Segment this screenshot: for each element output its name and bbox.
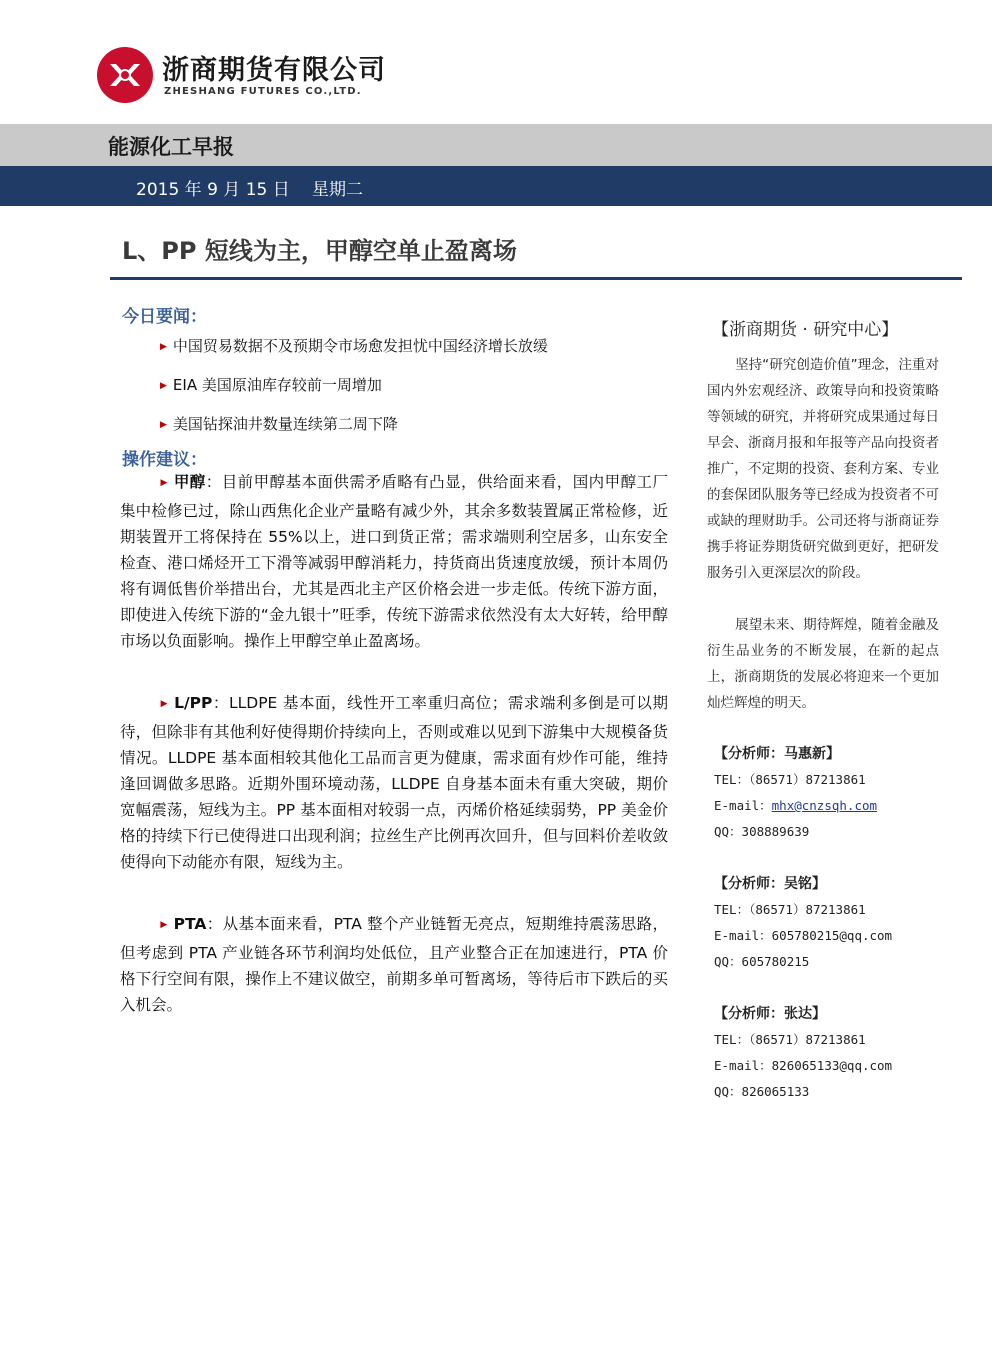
report-date: 2015 年 9 月 15 日 bbox=[136, 180, 290, 200]
analyst-tel: TEL：（86571）87213861 bbox=[714, 772, 866, 787]
analyst-card bbox=[714, 741, 877, 845]
pta-label: PTA bbox=[173, 915, 207, 933]
analyst-tel: TEL：（86571）87213861 bbox=[714, 902, 866, 917]
analyst-email[interactable]: 826065133@qq.com bbox=[771, 1058, 893, 1073]
title-divider bbox=[110, 277, 962, 280]
methanol-label: 甲醇 bbox=[173, 473, 206, 491]
pta-text: ：从基本面来看，PTA 整个产业链暂无亮点，短期维持震荡思路，但考虑到 PTA 产业链各环节利润均处低位，且产业整合正在加速进行，PTA 价格下行空间有限，操作上不建议做空，前期多单可暂离场，等待后市下跌后的买入机会。 bbox=[120, 915, 668, 1014]
analyst-name: 【分析师：吴铭】 bbox=[714, 876, 826, 892]
pta-paragraph bbox=[120, 911, 668, 1018]
bullet-icon: ▶ bbox=[160, 478, 168, 488]
news-item: ▶ 中国贸易数据不及预期令市场愈发担忧中国经济增长放缓 bbox=[160, 337, 548, 355]
advice-heading: 操作建议： bbox=[122, 450, 207, 470]
lpp-paragraph bbox=[120, 690, 668, 875]
analyst-tel: TEL：（86571）87213861 bbox=[714, 1032, 866, 1047]
bullet-icon: ▶ bbox=[160, 920, 168, 930]
report-title: L、PP 短线为主，甲醇空单止盈离场 bbox=[122, 237, 517, 265]
bullet-icon: ▶ bbox=[160, 342, 167, 352]
bullet-icon: ▶ bbox=[160, 381, 167, 391]
analyst-qq: QQ：826065133 bbox=[714, 1084, 810, 1099]
analyst-name: 【分析师：张达】 bbox=[714, 1006, 826, 1022]
analyst-email-label: E-mail： bbox=[714, 1058, 772, 1073]
news-item: ▶ 美国钻探油井数量连续第二周下降 bbox=[160, 415, 398, 433]
report-weekday: 星期二 bbox=[312, 180, 363, 200]
analyst-email-label: E-mail： bbox=[714, 928, 772, 943]
analyst-qq: QQ：605780215 bbox=[714, 954, 810, 969]
lpp-text: ：LLDPE 基本面，线性开工率重归高位；需求端利多倒是可以期待，但除非有其他利好使得期价持续向上，否则或难以见到下游集中大规模备货情况。LLDPE 基本面相较其他化工品而言更为健康，需求面有炒作可能，维持逢回调做多思路。近期外围环境动荡，LLDPE 自身基本面未有重大突破，期价宽幅震荡，短线为主。PP 基本面相对较弱一点，丙烯价格延续弱势，PP 美金价格的持续下行已使得进口出现利润；拉丝生产比例再次回升，但与回料价差收敛使得向下动能亦有限，短线为主。 bbox=[120, 694, 669, 871]
analyst-qq: QQ：308889639 bbox=[714, 824, 810, 839]
analyst-card bbox=[714, 871, 892, 975]
research-center-heading: 【浙商期货 · 研究中心】 bbox=[712, 320, 899, 340]
report-type-bar bbox=[0, 124, 992, 166]
analyst-email-link[interactable]: mhx@cnzsqh.com bbox=[771, 798, 878, 813]
bullet-icon: ▶ bbox=[160, 420, 167, 430]
news-item: ▶ EIA 美国原油库存较前一周增加 bbox=[160, 376, 382, 394]
news-heading: 今日要闻： bbox=[122, 307, 207, 327]
lpp-label: L/PP bbox=[174, 694, 213, 712]
company-name-cn: 浙商期货有限公司 bbox=[162, 55, 386, 86]
methanol-paragraph bbox=[120, 469, 668, 654]
analyst-email[interactable]: 605780215@qq.com bbox=[771, 928, 893, 943]
company-logo-icon bbox=[96, 46, 154, 104]
analyst-name: 【分析师：马惠新】 bbox=[714, 746, 840, 762]
bullet-icon: ▶ bbox=[160, 699, 169, 709]
analyst-card bbox=[714, 1001, 892, 1105]
methanol-text: ：目前甲醇基本面供需矛盾略有凸显，供给面来看，国内甲醇工厂集中检修已过，除山西焦化企业产量略有减少外，其余多数装置属正常检修，近期装置开工将保持在 55%以上，进口到货正常；需求端则利空居多，山东安全检查、港口烯烃开工下滑等减弱甲醇消耗力，持货商出货速度放缓，预计本周仍将有调低售价举措出台，尤其是西北主产区价格会进一步走低。传统下游方面，即使进入传统下游的“金九银十”旺季，传统下游需求依然没有太大好转，给甲醇市场以负面影响。操作上甲醇空单止盈离场。 bbox=[120, 473, 668, 650]
analyst-email-label: E-mail： bbox=[714, 798, 772, 813]
date-bar bbox=[0, 166, 992, 206]
research-center-intro: 坚持“研究创造价值”理念，注重对国内外宏观经济、政策导向和投资策略等领域的研究，并将研究成果通过每日早会、浙商月报和年报等产品向投资者推广，不定期的投资、套利方案、专业的套保团队服务等已经成为投资者不可或缺的理财助手。公司还将与浙商证券携手将证券期货研究做到更好，把研发服务引入更深层次的阶段。 bbox=[707, 357, 939, 581]
company-name-en: ZHESHANG FUTURES CO.,LTD. bbox=[164, 86, 362, 97]
research-center-outlook: 展望未来、期待辉煌，随着金融及衍生品业务的不断发展，在新的起点上，浙商期货的发展必将迎来一个更加灿烂辉煌的明天。 bbox=[707, 617, 939, 711]
report-type: 能源化工早报 bbox=[108, 135, 234, 159]
